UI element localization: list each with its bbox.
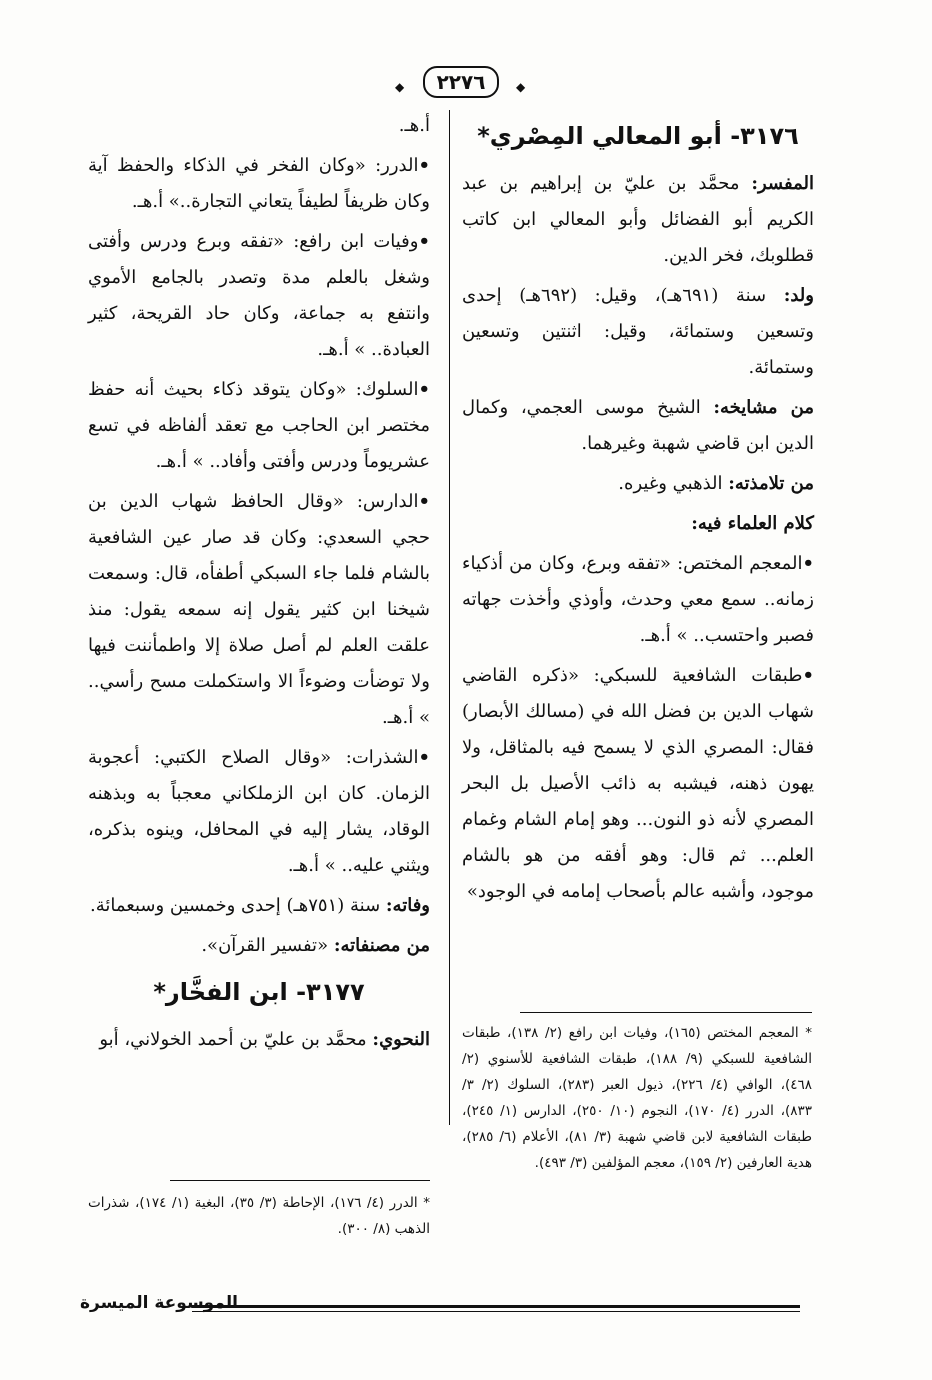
page-number-label: ٢٢٧٦ <box>423 66 500 98</box>
section-label: كلام العلماء فيه: <box>691 513 814 534</box>
quote-item: • الشذرات: «وقال الصلاح الكتبي: أعجوبة الزمان. كان ابن الزملكاني معجباً به وبذهنه الوقاد، يشار إليه في المحافل، وينوه بذكره، ويثني عليه.. » أ.هـ. <box>88 740 430 884</box>
page-number <box>410 62 512 102</box>
paragraph <box>462 166 814 274</box>
paragraph-text: محمَّد بن عليّ بن إبراهيم بن عبد الكريم أبو الفضائل وأبو المعالي ابن كاتب قطلوبك، فخر الدين. <box>462 173 814 266</box>
quote-item: • المعجم المختص: «تفقه وبرع، وكان من أذكياء زمانه.. سمع معي وحدث، وأوذي وأخذت جهاته فصبر واحتسب.. » أ.هـ. <box>462 546 814 654</box>
paragraph-text: الذهبي وغيره. <box>618 473 723 494</box>
paragraph-text: سنة (٧٥١هـ) إحدى وخمسين وسبعمائة. <box>90 895 381 916</box>
paragraph <box>462 278 814 386</box>
paragraph-text: محمَّد بن عليّ بن أحمد الخولاني، أبو <box>99 1029 367 1050</box>
entry-heading: ٣١٧٦- أبو المعالي المِصْري* <box>477 122 799 150</box>
paragraph <box>88 928 430 964</box>
paragraph-label: ولد: <box>783 285 814 306</box>
paragraph <box>88 888 430 924</box>
right-column <box>462 108 814 914</box>
footnote-right: * المعجم المختص (١٦٥)، وفيات ابن رافع (٢/ ١٣٨)، طبقات الشافعية للسبكي (٩/ ١٨٨)، طبقات الشافعية للأسنوي (٢/ ٤٦٨)، الوافي (٤/ ٢٢٦)، ذيول العبر (٢٨٣)، السلوك (٢/ ٣/ ٨٣٣)، الدرر (٤/ ١٧٠)، النجوم (١٠/ ٢٥٠)، الدارس (١/ ٢٤٥)، طبقات الشافعية لابن قاضي شهبة (٣/ ٨١)، الأعلام (٦/ ٢٨٥)، هدية العارفين (٢/ ١٥٩)، معجم المؤلفين (٣/ ٤٩٣). <box>462 1025 813 1171</box>
continuation-text: أ.هـ. <box>398 115 430 136</box>
paragraph <box>88 1022 430 1058</box>
footnote-left: * الدرر (٤/ ١٧٦)، الإحاطة (٣/ ٣٥)، البغية (١/ ١٧٤)، شذرات الذهب (٨/ ٣٠٠). <box>88 1195 430 1237</box>
quote-item: • طبقات الشافعية للسبكي: «ذكره القاضي شهاب الدين بن فضل الله في (مسالك الأبصار) فقال: المصري الذي لا يسمح فيه بالمثاقل، ولا يهون ذهنه، فيشبه به ذائب الأصيل بل البحر المصري لأنه ذو النون... وهو إمام الشام وغمام العلم... ثم قال: وهو أفقه من هو بالشام موجود، وأشبه عالم بأصحاب إمامه في الوجود» <box>462 658 814 910</box>
paragraph-label: المفسر: <box>751 173 814 194</box>
page-footer <box>80 1293 800 1319</box>
footer-title: الموسوعة الميسرة <box>80 1293 238 1313</box>
paragraph-text: الشيخ موسى العجمي، وكمال الدين ابن قاضي شهبة وغيرهما. <box>462 397 814 454</box>
ornament-left-icon: ◆ <box>395 80 405 94</box>
paragraph-label: من تلامذته: <box>728 473 814 494</box>
footnote-rule <box>170 1180 430 1181</box>
column-divider <box>449 110 450 1125</box>
paragraph <box>462 466 814 502</box>
entry-heading: ٣١٧٧- ابن الفخَّار* <box>153 978 365 1006</box>
quote-item: • الدارس: «وقال الحافظ شهاب الدين بن حجي السعدي: وكان قد صار عين الشافعية بالشام فلما جاء السبكي أطفأه، قال: وسمعت شيخنا ابن كثير يقول إنه سمعه يقول: منذ علقت العلم لم أصل صلاة إلا واطمأننت فيها ولا توضأت وضوءاً الا واستكملت مسح رأسي.. » أ.هـ. <box>88 484 430 736</box>
quote-item: • السلوك: «وكان يتوقد ذكاء بحيث أنه حفظ مختصر ابن الحاجب مع تعقد ألفاظه في تسع عشريوماً ودرس وأفتى وأفاد.. » أ.هـ. <box>88 372 430 480</box>
left-column <box>88 108 430 1062</box>
paragraph-label: وفاته: <box>385 895 430 916</box>
paragraph <box>462 390 814 462</box>
quote-item: • الدرر: «وكان الفخر في الذكاء والحفظ آية وكان ظريفاً لطيفاً يتعاني التجارة..» أ.هـ. <box>88 148 430 220</box>
paragraph-text: «تفسير القرآن». <box>201 935 329 956</box>
footnote-rule <box>520 1012 812 1013</box>
quote-item: • وفيات ابن رافع: «تفقه وبرع ودرس وأفتى وشغل بالعلم مدة وتصدر بالجامع الأموي وانتفع به جماعة، وكان حاد القريحة، كثير العبادة.. » أ.هـ. <box>88 224 430 368</box>
paragraph-label: النحوي: <box>372 1029 430 1050</box>
paragraph-text: سنة (٦٩١هـ)، وقيل: (٦٩٢هـ) إحدى وتسعين وستمائة، وقيل: اثنتين وتسعين وستمائة. <box>462 285 814 378</box>
paragraph <box>462 506 814 542</box>
footer-rule <box>192 1311 800 1312</box>
footer-rule <box>192 1305 800 1308</box>
ornament-right-icon: ◆ <box>516 80 526 94</box>
paragraph-label: من مشايخه: <box>713 397 814 418</box>
paragraph-label: من مصنفاته: <box>333 935 430 956</box>
